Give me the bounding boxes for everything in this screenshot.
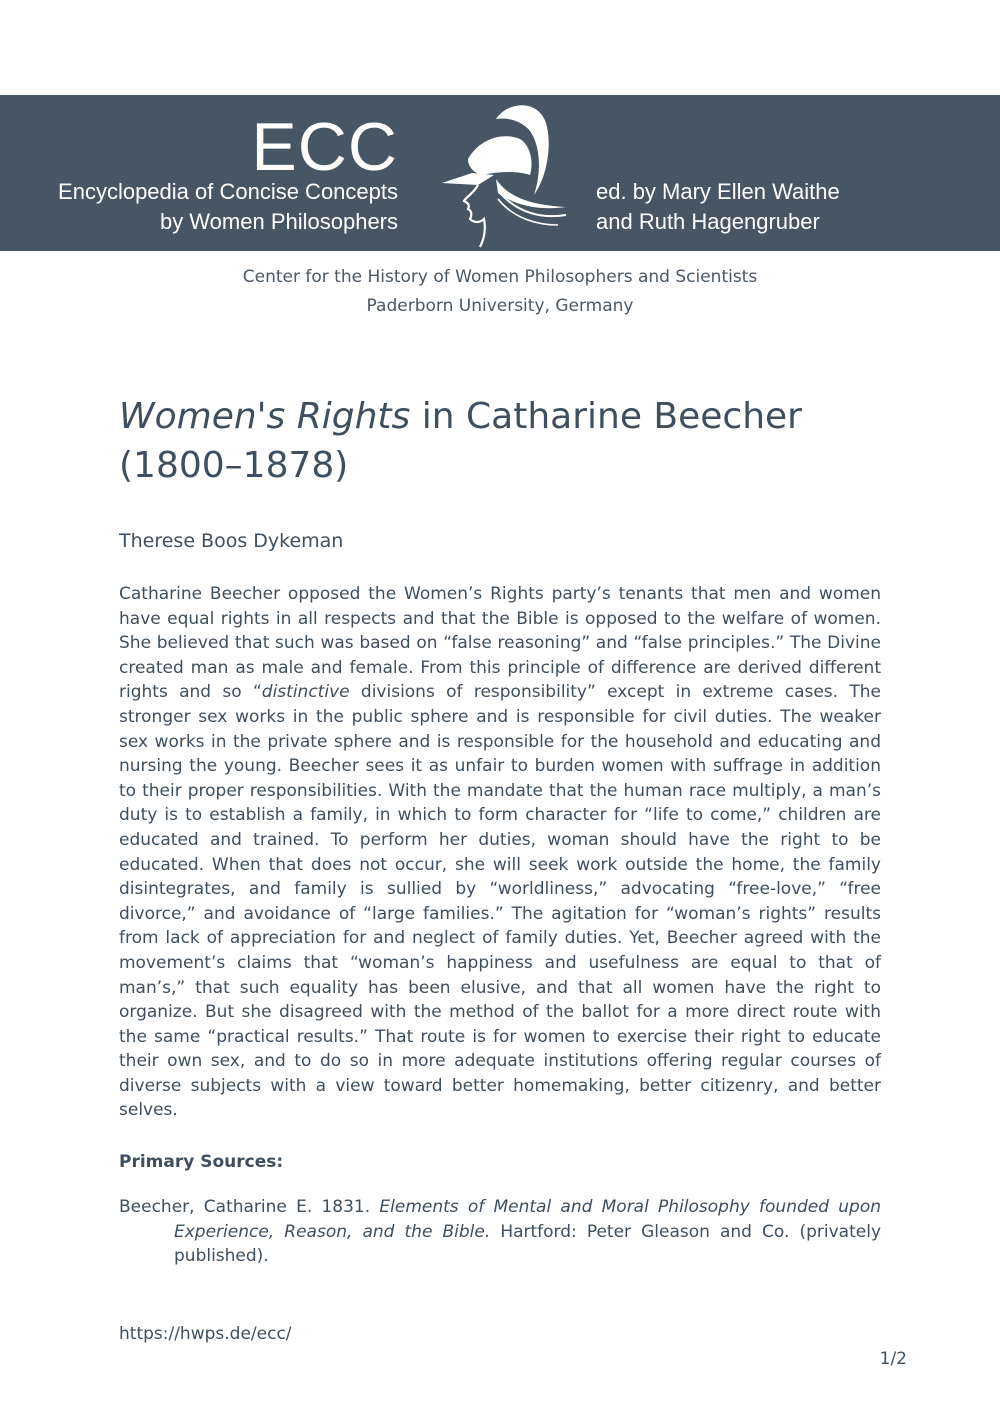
encyclopedia-name-line1: Encyclopedia of Concise Concepts [58,179,398,204]
primary-sources-heading: Primary Sources: [119,1152,284,1172]
article-body-part2: divisions of responsibility” except in extreme cases. The stronger sex works in the public sphere and is responsible for civil duties. The weaker sex works in the private sphere and is responsible for the household and educating and nursing the young. Beecher sees it as unfair to burden women with suffrage in addition to their proper responsibilities. With the mandate that the human race multiply, a man’s duty is to establish a family, in which to form character for “life to come,” children are educated and trained. To perform her duties, woman should have the right to be educated. When that does not occur, she will seek work outside the home, the family disintegrates, and family is sullied by “worldliness,” advocating “free-love,” “free divorce,” and avoidance of “large families.” The agitation for “woman’s rights” results from lack of appreciation for and neglect of family duties. Yet, Beecher agreed with the movement’s claims that “woman’s happiness and usefulness are equal to that of man’s,” that such equality has been elusive, and that all women have the right to organize. But she disagreed with the method of the ballot for a more direct route with the same “practical results.” That route is for women to exercise their right to educate their own sex, and to do so in more adequate institutions offering regular courses of diverse subjects with a view toward better homemaking, better citizenry, and better selves. [119,682,881,1121]
ecc-abbreviation: ECC [251,109,398,185]
reference-lead: Beecher, Catharine E. 1831. [119,1197,380,1217]
page-number: 1/2 [879,1349,907,1369]
institution-info [0,263,1000,321]
editors-line2: and Ruth Hagengruber [596,209,820,234]
reference-title: Elements of Mental and Moral Philosophy founded upon Experience, Reason, and the Bible. [174,1197,881,1242]
article-body-part1: Catharine Beecher opposed the Women’s Rights party’s tenants that men and women have equal rights in all respects and that the Bible is opposed to the welfare of women. She believed that such was based on “false reasoning” and “false principles.” The Divine created man as male and female. From this principle of difference are derived different rights and so “ [119,584,881,703]
editors [596,177,840,237]
article-author: Therese Boos Dykeman [119,530,344,552]
institution-line1: Center for the History of Women Philosophers and Scientists [242,267,758,287]
article-title [119,392,879,490]
header-banner [0,95,1000,251]
encyclopedia-name [58,177,398,237]
athena-helmet-icon [438,101,570,249]
footer-url[interactable]: https://hwps.de/ecc/ [119,1324,292,1344]
article-title-italic: Women's Rights [119,396,411,437]
institution-line2: Paderborn University, Germany [366,296,634,316]
editors-line1: ed. by Mary Ellen Waithe [596,179,840,204]
reference-tail: Hartford: Peter Gleason and Co. (privately published). [174,1221,882,1267]
article-body-italic: distinctive [261,682,350,703]
encyclopedia-name-line2: by Women Philosophers [159,209,398,234]
article-body [119,582,881,1123]
primary-source-entry [119,1195,881,1269]
article-title-rest: in Catharine Beecher (1800–1878) [119,396,802,486]
